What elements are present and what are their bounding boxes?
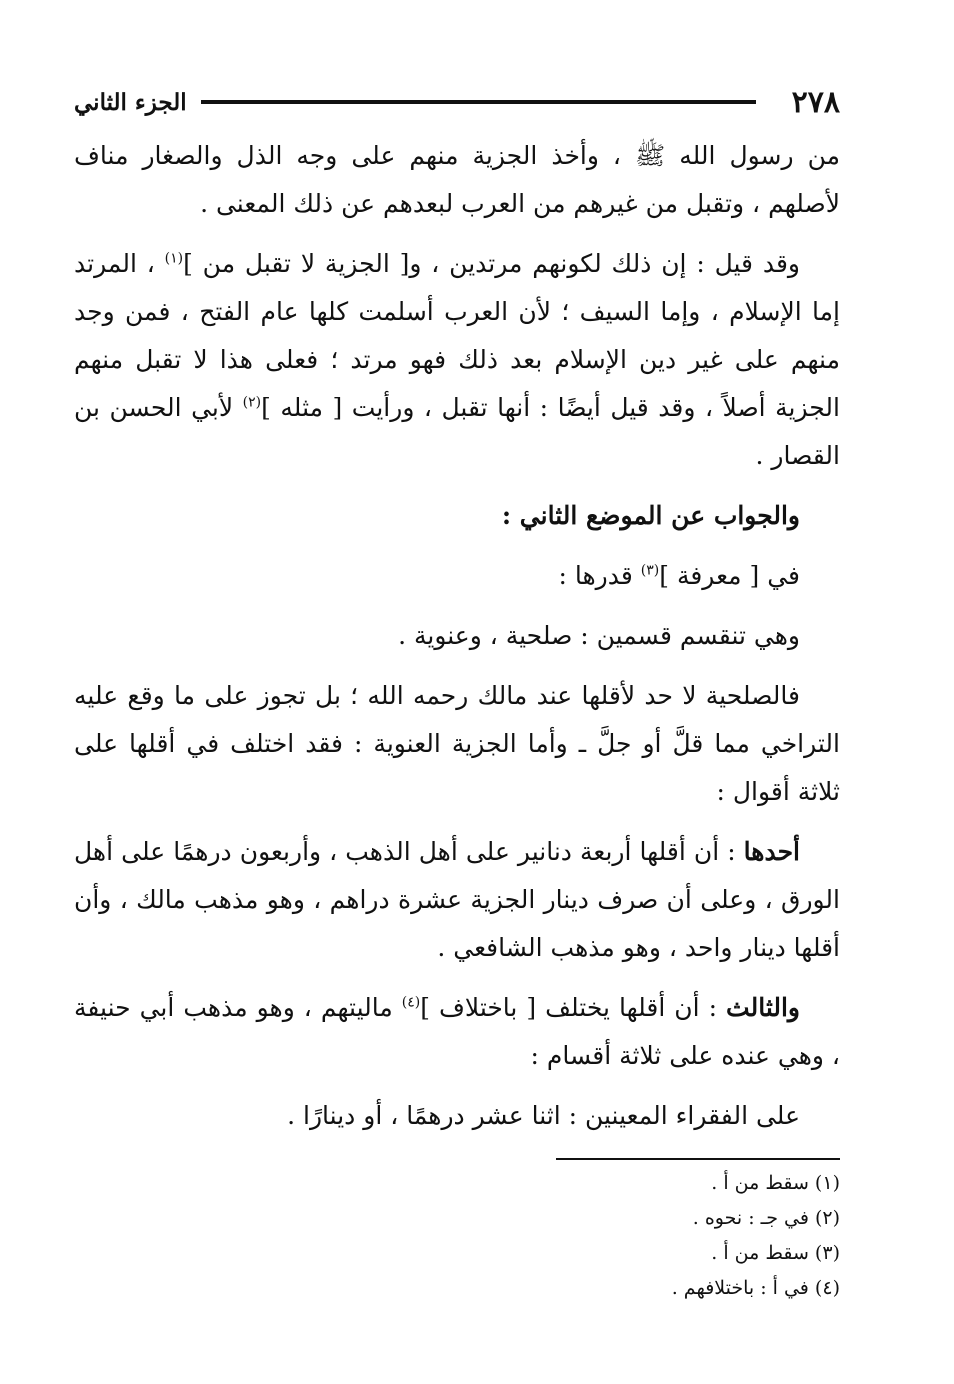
footnote-ref-1: (١): [164, 250, 184, 267]
paragraph-6: [74, 828, 840, 972]
footnote-ref-3: (٣): [640, 562, 660, 579]
paragraph-7-text-b: ماليتهم ، وهو مذهب أبي حنيفة ، وهي عنده على ثلاثة أقسام :: [74, 993, 840, 1070]
paragraph-4: [74, 612, 840, 660]
paragraph-4-text: وهي تنقسم قسمين : صلحية ، وعنوية .: [398, 621, 800, 650]
paragraph-2-text-a: وقد قيل : إن ذلك لكونهم مرتدين ، و[ الجزية لا تقبل من ]: [183, 249, 800, 278]
paragraph-7-text-a: : أن أقلها يختلف [ باختلاف ]: [420, 993, 727, 1022]
footnote-3: (٣) سقط من أ .: [711, 1242, 840, 1264]
page-body: [74, 132, 840, 1152]
paragraph-5-text: فالصلحية لا حد لأقلها عند مالك رحمه الله ؛ بل تجوز على ما وقع عليه التراخي مما قلَّ أو جلَّ ـ وأما الجزية العنوية : فقد اختلف في أقلها على ثلاثة أقوال :: [74, 681, 840, 806]
paragraph-3-text-a: في [ معرفة ]: [659, 561, 800, 590]
footnote-separator: [556, 1158, 840, 1160]
paragraph-2-text-b: ، المرتد إما الإسلام ، وإما السيف ؛ لأن العرب أسلمت كلها عام الفتح ، فمن وجد منهم على غير دين الإسلام بعد ذلك فهو مرتد ؛ فعلى هذا لا تقبل منهم الجزية أصلاً ، وقد قيل أيضًا : أنها تقبل ، ورأيت [ مثله ]: [74, 249, 840, 422]
footnote-ref-2: (٢): [242, 394, 262, 411]
paragraph-3-text-b: قدرها :: [558, 561, 641, 590]
footnote-2: (٢) في جـ : نحوه .: [692, 1207, 840, 1229]
paragraph-8-text: على الفقراء المعينين : اثنا عشر درهمًا ، أو دينارًا .: [287, 1101, 800, 1130]
paragraph-1: [74, 132, 840, 228]
footnote-1: (١) سقط من أ .: [711, 1172, 840, 1194]
section-heading-text: والجواب عن الموضع الثاني :: [501, 501, 800, 530]
paragraph-2-text-c: لأبي الحسن بن القصار .: [74, 393, 840, 470]
footnotes: [74, 1166, 840, 1306]
paragraph-5: [74, 672, 840, 816]
paragraph-7-lead: والثالث: [726, 993, 800, 1022]
footnote-ref-4: (٤): [401, 994, 421, 1011]
page-number: ٢٧٨: [791, 84, 840, 120]
paragraph-2: [74, 240, 840, 480]
paragraph-3: [74, 552, 840, 600]
paragraph-6-lead: أحدها: [743, 837, 800, 866]
footnote-4: (٤) في أ : باختلافهم .: [671, 1277, 840, 1299]
paragraph-8: [74, 1092, 840, 1140]
section-heading: [74, 492, 840, 540]
page-header: [74, 82, 840, 122]
header-rule: [201, 100, 756, 104]
running-title: الجزء الثاني: [74, 88, 187, 116]
paragraph-6-text: : أن أقلها أربعة دنانير على أهل الذهب ، وأربعون درهمًا على أهل الورق ، وعلى أن صرف دينار الجزية عشرة دراهم ، وهو مذهب مالك ، وأن أقلها دينار واحد ، وهو مذهب الشافعي .: [74, 837, 840, 962]
paragraph-7: [74, 984, 840, 1080]
paragraph-1-text: من رسول الله ﷺ ، وأخذ الجزية منهم على وجه الذل والصغار مناف لأصلهم ، وتقبل من غيرهم من العرب لبعدهم عن ذلك المعنى .: [74, 141, 840, 218]
